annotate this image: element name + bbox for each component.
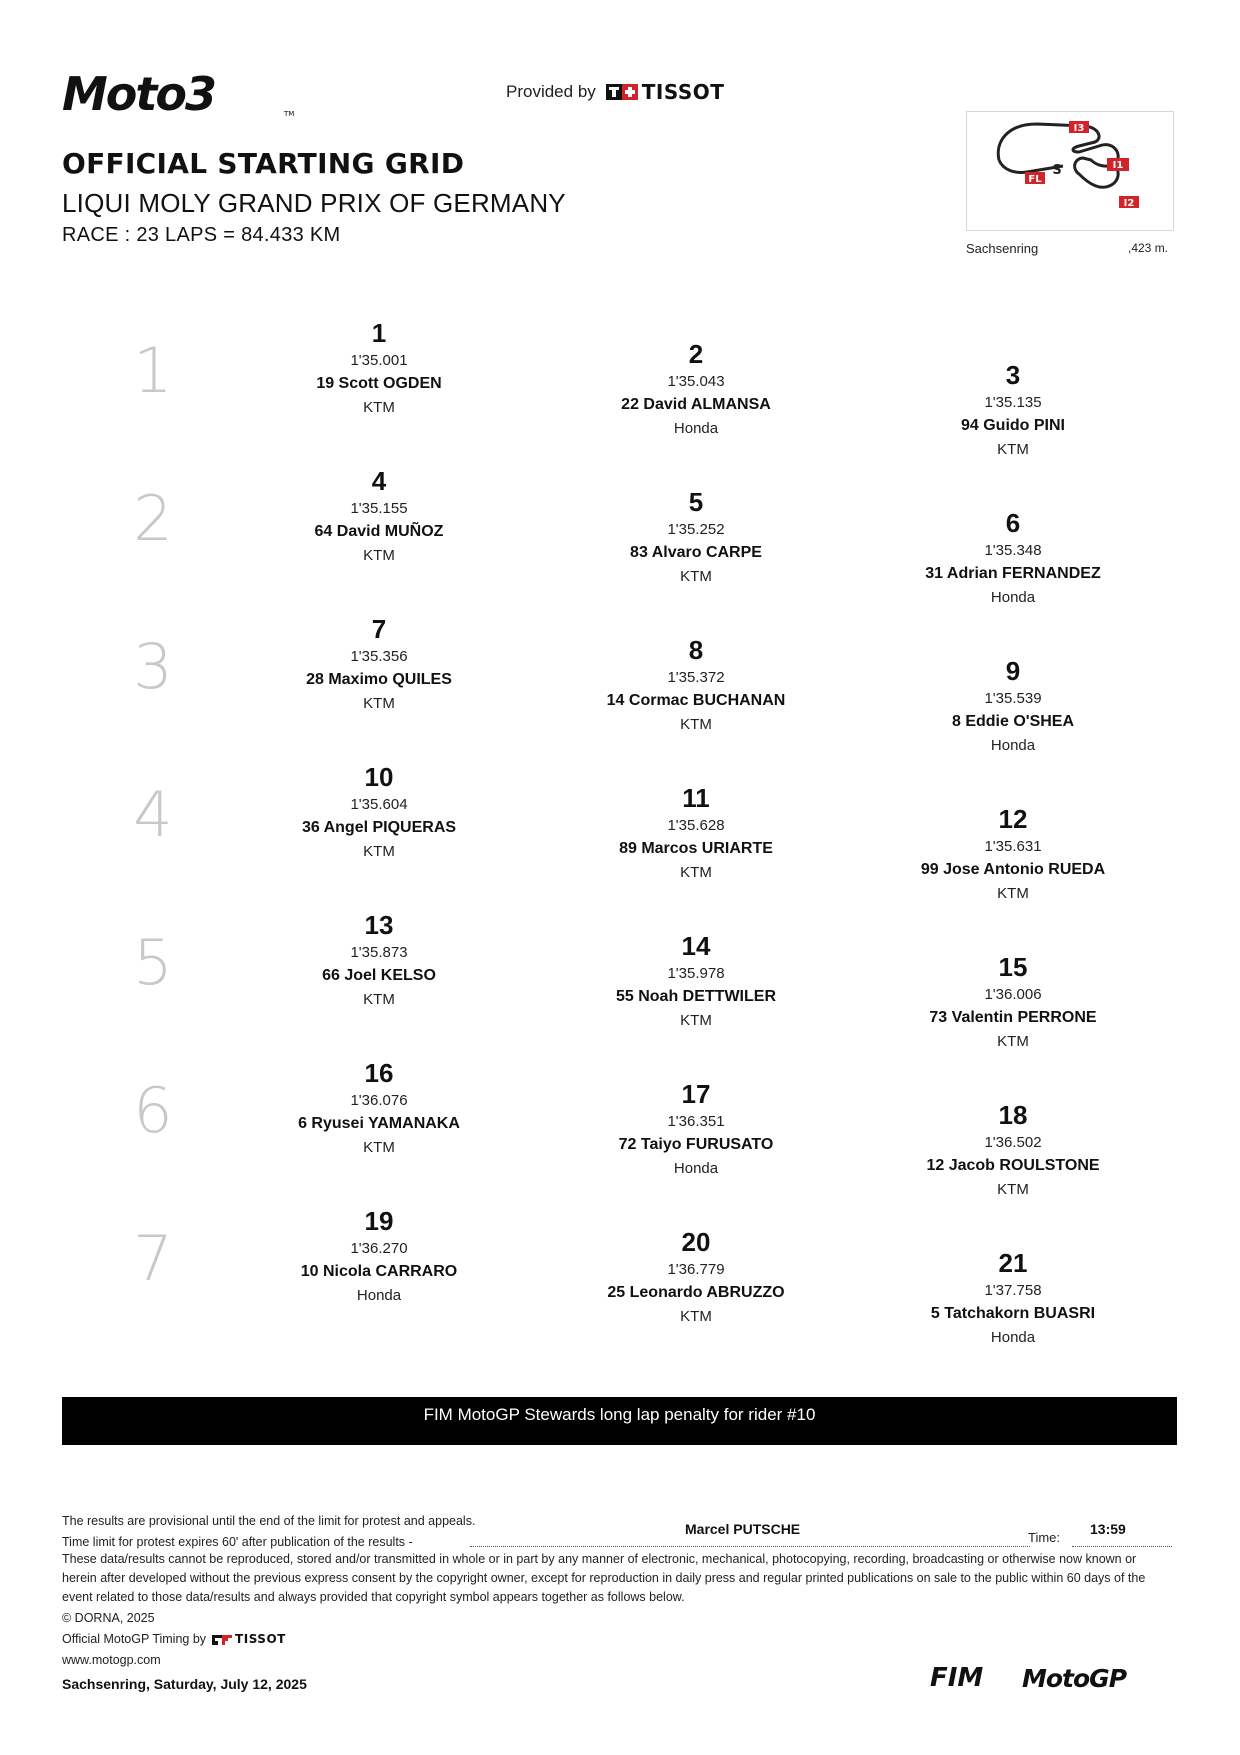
grid-slot xyxy=(249,466,509,568)
track-map-drawing xyxy=(967,112,1173,230)
lap-time: 1'35.043 xyxy=(667,373,725,390)
grid-position: 3 xyxy=(1005,360,1021,390)
team-name: Honda xyxy=(990,589,1036,606)
tissot-wordmark-small: TISSOT xyxy=(235,1632,286,1646)
rider-name: 14 Cormac BUCHANAN xyxy=(606,692,786,709)
grid-position: 9 xyxy=(1005,656,1021,686)
svg-text:MotoGP: MotoGP xyxy=(1022,1664,1127,1692)
rider-name: 36 Angel PIQUERAS xyxy=(301,819,457,836)
copyright-disclaimer: These data/results cannot be reproduced, stored and/or transmitted in whole or in part by any manner of electronic, mechanical, photocopying, recording, broadcasting or otherwise now known or herein after developed without the previous express consent by the copyright owner, except for reproduction in daily press and regular printed publications on sale to the public within 60 days of the event related to those data/results and always provided that copyright symbol appears together as follows below. xyxy=(62,1552,1146,1604)
lap-time: 1'35.155 xyxy=(350,500,408,517)
lap-time: 1'36.502 xyxy=(984,1134,1042,1151)
grid-slot xyxy=(883,508,1143,610)
lap-time: 1'36.351 xyxy=(667,1113,725,1130)
grid-position: 19 xyxy=(364,1206,394,1236)
marker-fl: FL xyxy=(1028,174,1042,185)
lap-time: 1'35.001 xyxy=(350,352,408,369)
lap-time: 1'35.372 xyxy=(667,669,725,686)
tissot-wordmark: TISSOT xyxy=(641,80,725,104)
team-name: KTM xyxy=(680,864,712,881)
grid-slot xyxy=(249,318,509,420)
lap-time: 1'35.604 xyxy=(350,796,408,813)
rider-name: 28 Maximo QUILES xyxy=(306,671,452,688)
grid-slot xyxy=(566,1079,826,1181)
grid-position: 14 xyxy=(681,931,711,961)
website: www.motogp.com xyxy=(62,1653,161,1667)
grid-position: 4 xyxy=(371,466,387,496)
team-name: KTM xyxy=(997,441,1029,458)
page-title: OFFICIAL STARTING GRID xyxy=(62,147,465,180)
tissot-logo-small xyxy=(212,1630,286,1649)
lap-time: 1'36.006 xyxy=(984,986,1042,1003)
lap-time: 1'35.348 xyxy=(984,542,1042,559)
team-name: Honda xyxy=(673,420,719,437)
team-name: KTM xyxy=(363,695,395,712)
grid-position: 18 xyxy=(998,1100,1028,1130)
grid-position: 7 xyxy=(371,614,387,644)
grid-slot xyxy=(249,1206,509,1308)
grid-slot xyxy=(883,952,1143,1054)
team-name: Honda xyxy=(356,1287,402,1304)
lap-time: 1'35.539 xyxy=(984,690,1042,707)
team-name: KTM xyxy=(363,547,395,564)
grid-position: 15 xyxy=(998,952,1028,982)
marker-i3: I3 xyxy=(1073,123,1085,134)
team-name: KTM xyxy=(680,568,712,585)
lap-time: 1'35.978 xyxy=(667,965,725,982)
lap-time: 1'36.076 xyxy=(350,1092,408,1109)
lap-time: 1'35.135 xyxy=(984,394,1042,411)
rider-name: 12 Jacob ROULSTONE xyxy=(926,1157,1100,1174)
lap-time: 1'35.356 xyxy=(350,648,408,665)
time-limit-text: Time limit for protest expires 60' after publication of the results - xyxy=(62,1535,413,1549)
grid-slot xyxy=(883,360,1143,462)
notice-bar xyxy=(62,1397,1177,1445)
provided-by-label: Provided by xyxy=(506,82,596,101)
grid-position: 12 xyxy=(998,804,1028,834)
grid-row-number: 2 xyxy=(133,482,173,555)
track-length: ,423 m. xyxy=(1128,241,1169,255)
grid-slot xyxy=(566,339,826,441)
grid-position: 8 xyxy=(688,635,704,665)
team-name: KTM xyxy=(997,885,1029,902)
grid-slot xyxy=(249,614,509,716)
rider-name: 72 Taiyo FURUSATO xyxy=(618,1136,774,1153)
tissot-logo xyxy=(606,80,725,104)
fim-logo xyxy=(928,1662,998,1692)
grid-slot xyxy=(566,1227,826,1329)
grid-position: 17 xyxy=(681,1079,711,1109)
race-info: RACE : 23 LAPS = 84.433 KM xyxy=(62,224,341,246)
signature-line xyxy=(470,1546,1030,1547)
grid-position: 1 xyxy=(371,318,387,348)
time-line xyxy=(1072,1546,1172,1547)
rider-name: 5 Tatchakorn BUASRI xyxy=(930,1305,1096,1322)
grid-position: 21 xyxy=(998,1248,1028,1278)
copyright-line: © DORNA, 2025 xyxy=(62,1611,155,1625)
motogp-logo xyxy=(1022,1664,1164,1692)
rider-name: 89 Marcos URIARTE xyxy=(619,840,773,857)
marker-i1: I1 xyxy=(1112,160,1124,171)
event-name: LIQUI MOLY GRAND PRIX OF GERMANY xyxy=(62,188,566,218)
rider-name: 22 David ALMANSA xyxy=(621,396,771,413)
rider-name: 66 Joel KELSO xyxy=(322,967,436,984)
team-name: KTM xyxy=(363,1139,395,1156)
timing-by xyxy=(62,1630,286,1649)
track-name: Sachsenring xyxy=(966,241,1039,256)
rider-name: 99 Jose Antonio RUEDA xyxy=(920,861,1106,878)
team-name: KTM xyxy=(363,843,395,860)
grid-position: 16 xyxy=(364,1058,394,1088)
moto3-logo xyxy=(62,70,302,118)
team-name: KTM xyxy=(680,1012,712,1029)
rider-name: 25 Leonardo ABRUZZO xyxy=(607,1284,785,1301)
team-name: Honda xyxy=(673,1160,719,1177)
grid-position: 13 xyxy=(364,910,394,940)
grid-position: 11 xyxy=(682,783,710,813)
team-name: Honda xyxy=(990,737,1036,754)
grid-slot xyxy=(883,656,1143,758)
track-map xyxy=(966,111,1174,231)
rider-name: 83 Alvaro CARPE xyxy=(630,544,762,561)
grid-row-number: 1 xyxy=(133,334,173,407)
rider-name: 8 Eddie O'SHEA xyxy=(951,713,1075,730)
rider-name: 94 Guido PINI xyxy=(960,417,1065,434)
rider-name: 19 Scott OGDEN xyxy=(316,375,442,392)
grid-slot xyxy=(883,804,1143,906)
svg-text:FIM: FIM xyxy=(930,1663,984,1692)
grid-position: 10 xyxy=(364,762,394,792)
grid-slot xyxy=(883,1100,1143,1202)
team-name: KTM xyxy=(680,1308,712,1325)
grid-slot xyxy=(249,1058,509,1160)
svg-text:TM: TM xyxy=(284,110,295,118)
grid-slot xyxy=(566,931,826,1033)
lap-time: 1'36.270 xyxy=(350,1240,408,1257)
grid-position: 5 xyxy=(688,487,704,517)
rider-name: 31 Adrian FERNANDEZ xyxy=(925,565,1101,582)
marker-i2: I2 xyxy=(1123,198,1135,209)
grid-slot xyxy=(249,762,509,864)
grid-slot xyxy=(566,635,826,737)
grid-row-number: 3 xyxy=(133,630,173,703)
grid-slot xyxy=(566,783,826,885)
time-label: Time: xyxy=(1028,1530,1061,1545)
grid-slot xyxy=(566,487,826,589)
team-name: KTM xyxy=(363,991,395,1008)
lap-time: 1'35.631 xyxy=(984,838,1042,855)
rider-name: 55 Noah DETTWILER xyxy=(615,988,776,1005)
svg-text:Moto3: Moto3 xyxy=(62,70,215,118)
lap-time: 1'37.758 xyxy=(984,1282,1042,1299)
lap-time: 1'36.779 xyxy=(667,1261,725,1278)
notice-text: FIM MotoGP Stewards long lap penalty for rider #10 xyxy=(423,1405,816,1424)
rider-name: 73 Valentin PERRONE xyxy=(929,1009,1097,1026)
grid-row-number: 7 xyxy=(133,1222,173,1295)
grid-position: 6 xyxy=(1005,508,1021,538)
date-line: Sachsenring, Saturday, July 12, 2025 xyxy=(62,1676,307,1692)
time-value: 13:59 xyxy=(1090,1521,1126,1537)
rider-name: 64 David MUÑOZ xyxy=(314,523,444,540)
team-name: Honda xyxy=(990,1329,1036,1346)
grid-row-number: 4 xyxy=(133,778,173,851)
official-name: Marcel PUTSCHE xyxy=(685,1521,801,1537)
timing-by-label: Official MotoGP Timing by xyxy=(62,1632,207,1646)
team-name: KTM xyxy=(997,1033,1029,1050)
team-name: KTM xyxy=(997,1181,1029,1198)
rider-name: 6 Ryusei YAMANAKA xyxy=(298,1115,460,1132)
marker-start: S xyxy=(1052,163,1062,178)
grid-row-number: 5 xyxy=(133,926,173,999)
lap-time: 1'35.628 xyxy=(667,817,725,834)
team-name: KTM xyxy=(680,716,712,733)
provisional-text: The results are provisional until the end of the limit for protest and appeals. xyxy=(62,1514,476,1528)
rider-name: 10 Nicola CARRARO xyxy=(300,1263,458,1280)
grid-slot xyxy=(883,1248,1143,1350)
team-name: KTM xyxy=(363,399,395,416)
lap-time: 1'35.252 xyxy=(667,521,725,538)
grid-position: 20 xyxy=(681,1227,711,1257)
grid-position: 2 xyxy=(688,339,704,369)
grid-slot xyxy=(249,910,509,1012)
lap-time: 1'35.873 xyxy=(350,944,408,961)
provided-by xyxy=(506,80,724,104)
grid-row-number: 6 xyxy=(133,1074,173,1147)
